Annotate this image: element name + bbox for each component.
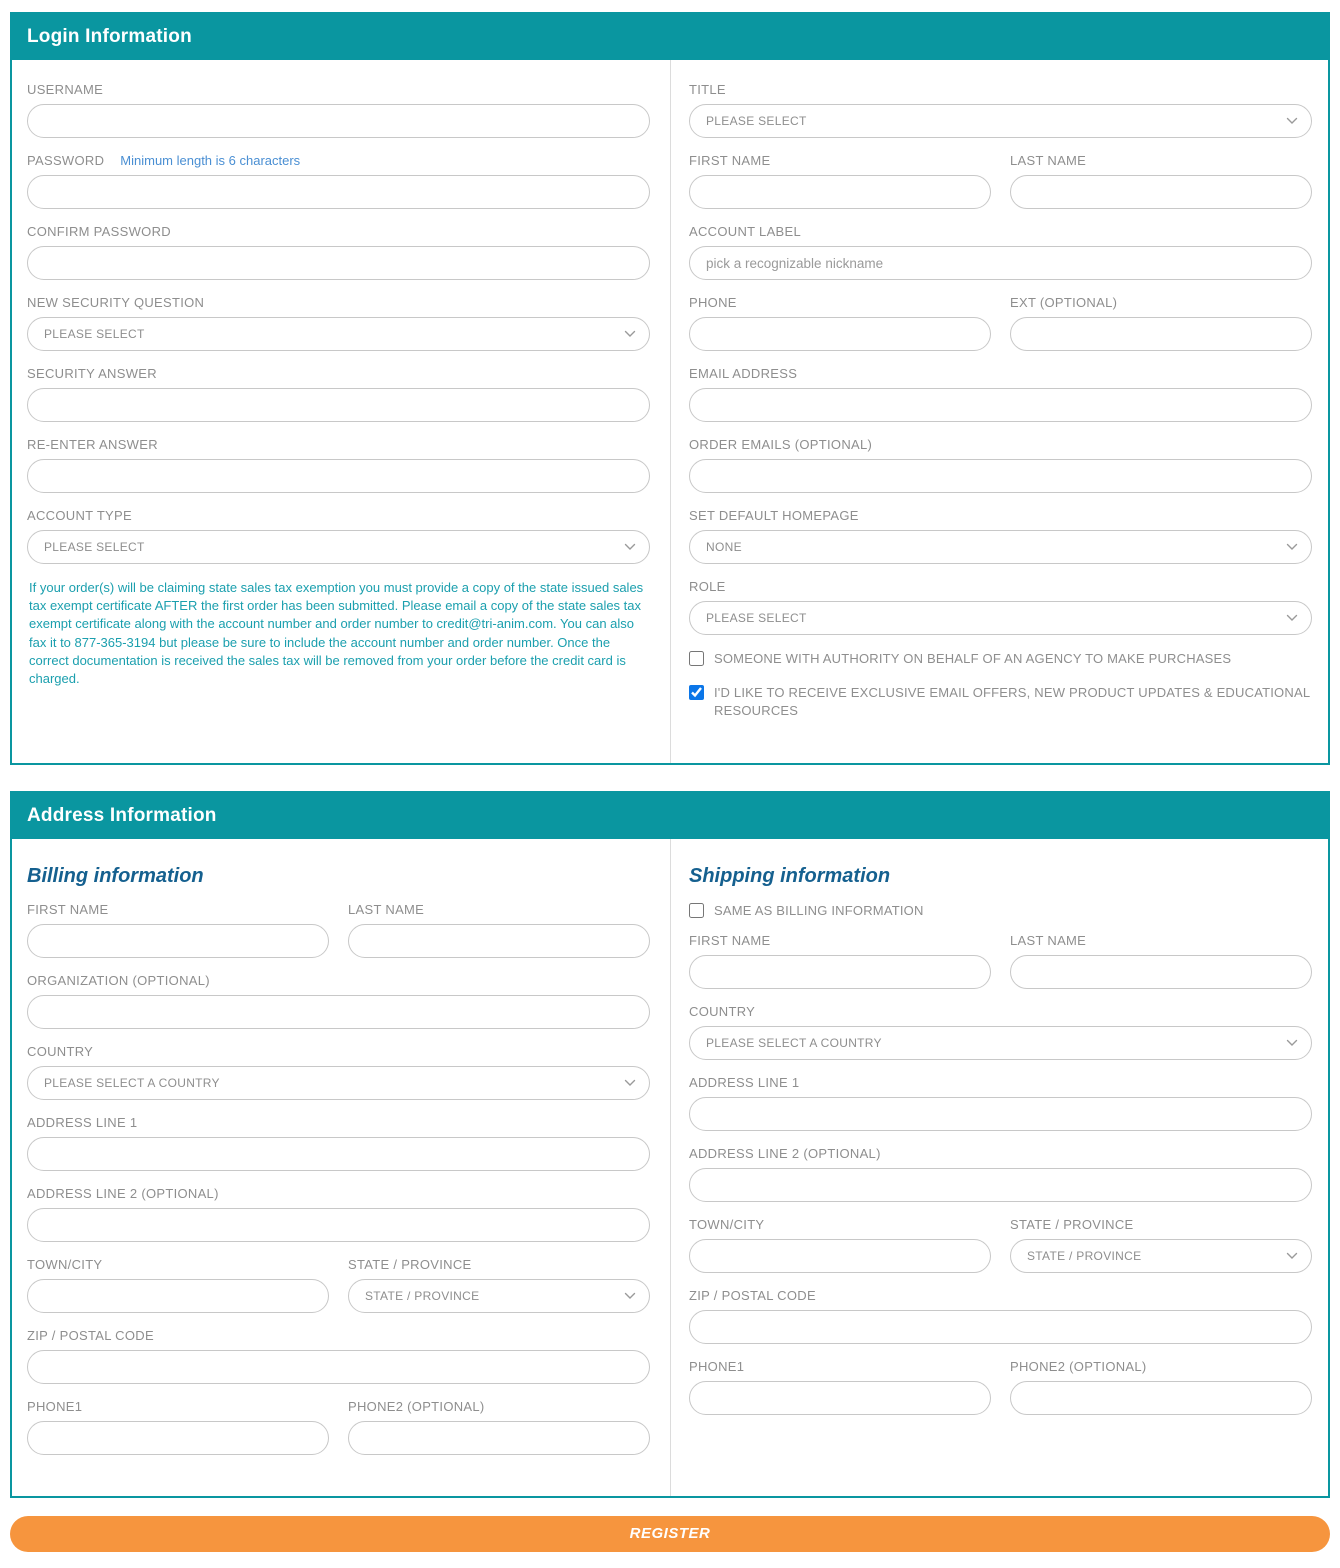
offers-checkbox-row <box>689 684 1312 720</box>
shipping-last-name-label: LAST NAME <box>1010 932 1087 948</box>
authority-checkbox-label: SOMEONE WITH AUTHORITY ON BEHALF OF AN AGENCY TO MAKE PURCHASES <box>714 651 1232 666</box>
billing-phone1-field-group <box>27 1399 329 1455</box>
security-answer-label: SECURITY ANSWER <box>27 366 157 381</box>
security-question-select-wrap <box>27 317 650 351</box>
shipping-phone2-input[interactable] <box>1010 1381 1312 1415</box>
offers-checkbox[interactable] <box>689 685 704 700</box>
first-name-field-group <box>689 153 991 209</box>
ext-label: EXT (OPTIONAL) <box>1010 295 1118 310</box>
order-emails-field-group <box>689 437 1312 493</box>
shipping-phone1-field-group <box>689 1359 991 1415</box>
confirm-password-field-group <box>27 224 650 280</box>
authority-checkbox[interactable] <box>689 651 704 666</box>
shipping-zip-label: ZIP / POSTAL CODE <box>689 1287 816 1303</box>
billing-phone1-input[interactable] <box>27 1421 329 1455</box>
account-label-input[interactable] <box>689 246 1312 280</box>
login-section-header <box>12 14 1328 60</box>
billing-organization-input[interactable] <box>27 995 650 1029</box>
same-as-billing-checkbox[interactable] <box>689 903 704 918</box>
shipping-state-select[interactable] <box>1010 1239 1312 1273</box>
confirm-password-input[interactable] <box>27 246 650 280</box>
register-button[interactable]: REGISTER <box>10 1516 1330 1552</box>
phone-label: PHONE <box>689 295 737 310</box>
username-field-group <box>27 82 650 138</box>
shipping-first-name-input[interactable] <box>689 955 991 989</box>
security-answer-field-group <box>27 366 650 422</box>
order-emails-label: ORDER EMAILS (OPTIONAL) <box>689 437 873 452</box>
account-type-field-group <box>27 508 650 564</box>
account-type-label: ACCOUNT TYPE <box>27 508 132 523</box>
phone-input[interactable] <box>689 317 991 351</box>
billing-town-state-row <box>27 1257 650 1328</box>
first-name-input[interactable] <box>689 175 991 209</box>
security-question-label: NEW SECURITY QUESTION <box>27 295 205 310</box>
phone-ext-row <box>689 295 1312 366</box>
name-row <box>689 153 1312 224</box>
last-name-field-group <box>1010 153 1312 209</box>
billing-zip-label: ZIP / POSTAL CODE <box>27 1327 154 1343</box>
login-section-title: Login Information <box>27 26 192 47</box>
authority-checkbox-row <box>689 650 1312 668</box>
billing-organization-label: ORGANIZATION (OPTIONAL) <box>27 972 210 988</box>
account-label-label: ACCOUNT LABEL <box>689 224 802 239</box>
billing-organization-field-group <box>27 973 650 1029</box>
shipping-town-field-group <box>689 1217 991 1273</box>
billing-first-name-input[interactable] <box>27 924 329 958</box>
address-section <box>10 791 1330 1498</box>
login-columns <box>12 60 1328 763</box>
shipping-town-input[interactable] <box>689 1239 991 1273</box>
reenter-answer-field-group <box>27 437 650 493</box>
reenter-answer-input[interactable] <box>27 459 650 493</box>
billing-country-select-wrap <box>27 1066 650 1100</box>
address-columns <box>12 839 1328 1496</box>
shipping-name-row <box>689 933 1312 1004</box>
billing-address1-field-group <box>27 1115 650 1171</box>
shipping-country-select[interactable] <box>689 1026 1312 1060</box>
last-name-label: LAST NAME <box>1010 153 1087 168</box>
shipping-country-select-wrap <box>689 1026 1312 1060</box>
billing-town-label: TOWN/CITY <box>27 1256 103 1272</box>
billing-heading: Billing information <box>27 864 204 887</box>
billing-first-name-field-group <box>27 902 329 958</box>
account-label-field-group <box>689 224 1312 280</box>
shipping-zip-field-group <box>689 1288 1312 1344</box>
email-input[interactable] <box>689 388 1312 422</box>
billing-address2-input[interactable] <box>27 1208 650 1242</box>
email-label: EMAIL ADDRESS <box>689 366 798 381</box>
shipping-phone1-label: PHONE1 <box>689 1358 745 1374</box>
security-question-select[interactable] <box>27 317 650 351</box>
billing-phone2-label: PHONE2 (OPTIONAL) <box>348 1398 485 1414</box>
homepage-field-group <box>689 508 1312 564</box>
billing-state-select[interactable] <box>348 1279 650 1313</box>
billing-last-name-input[interactable] <box>348 924 650 958</box>
homepage-select-wrap <box>689 530 1312 564</box>
shipping-country-field-group <box>689 1004 1312 1060</box>
password-label-row <box>27 153 650 168</box>
password-input[interactable] <box>27 175 650 209</box>
role-select[interactable] <box>689 601 1312 635</box>
shipping-phone2-label: PHONE2 (OPTIONAL) <box>1010 1358 1147 1374</box>
homepage-select[interactable] <box>689 530 1312 564</box>
billing-phones-row <box>27 1399 650 1470</box>
shipping-address2-input[interactable] <box>689 1168 1312 1202</box>
billing-zip-field-group <box>27 1328 650 1384</box>
billing-state-field-group <box>348 1257 650 1313</box>
shipping-state-field-group <box>1010 1217 1312 1273</box>
first-name-label: FIRST NAME <box>689 153 771 168</box>
sales-tax-note: If your order(s) will be claiming state sales tax exemption you must provide a copy of the state issued sales tax exempt certificate AFTER the first order has been submitted. Please email a copy of the state sales tax exempt certificate along with the account number and order number to credit@tri-anim.com. You can also fax it to 877-365-3194 but please be sure to include the account number and order number. Once the correct documentation is received the sales tax will be removed from your order before the credit card is charged. <box>29 580 644 686</box>
billing-last-name-field-group <box>348 902 650 958</box>
shipping-phone2-field-group <box>1010 1359 1312 1415</box>
billing-column <box>12 839 670 1496</box>
offers-checkbox-label: I'D LIKE TO RECEIVE EXCLUSIVE EMAIL OFFERS, NEW PRODUCT UPDATES & EDUCATIONAL RESOURCES <box>714 685 1310 719</box>
billing-zip-input[interactable] <box>27 1350 650 1384</box>
billing-address1-input[interactable] <box>27 1137 650 1171</box>
password-hint: Minimum length is 6 characters <box>120 153 301 168</box>
phone-field-group <box>689 295 991 351</box>
shipping-first-name-label: FIRST NAME <box>689 932 771 948</box>
ext-field-group <box>1010 295 1312 351</box>
title-select[interactable] <box>689 104 1312 138</box>
billing-country-field-group <box>27 1044 650 1100</box>
role-select-wrap <box>689 601 1312 635</box>
billing-last-name-label: LAST NAME <box>348 901 425 917</box>
reenter-answer-label: RE-ENTER ANSWER <box>27 437 158 452</box>
last-name-input[interactable] <box>1010 175 1312 209</box>
shipping-address2-field-group <box>689 1146 1312 1202</box>
username-label: USERNAME <box>27 82 104 97</box>
ext-input[interactable] <box>1010 317 1312 351</box>
password-field-group <box>27 153 650 209</box>
title-label: TITLE <box>689 82 726 97</box>
billing-town-input[interactable] <box>27 1279 329 1313</box>
address-section-title: Address Information <box>27 804 217 826</box>
billing-country-select[interactable] <box>27 1066 650 1100</box>
title-field-group <box>689 82 1312 138</box>
billing-phone2-field-group <box>348 1399 650 1455</box>
shipping-last-name-field-group <box>1010 933 1312 989</box>
billing-address1-label: ADDRESS LINE 1 <box>27 1114 138 1130</box>
shipping-heading: Shipping information <box>689 864 891 887</box>
shipping-phone1-input[interactable] <box>689 1381 991 1415</box>
username-input[interactable] <box>27 104 650 138</box>
shipping-address2-label: ADDRESS LINE 2 (OPTIONAL) <box>689 1145 881 1161</box>
confirm-password-label: CONFIRM PASSWORD <box>27 224 171 239</box>
shipping-country-label: COUNTRY <box>689 1003 756 1019</box>
account-type-select[interactable] <box>27 530 650 564</box>
shipping-town-state-row <box>689 1217 1312 1288</box>
shipping-address1-field-group <box>689 1075 1312 1131</box>
billing-state-label: STATE / PROVINCE <box>348 1256 472 1272</box>
login-right-column <box>670 60 1328 763</box>
shipping-first-name-field-group <box>689 933 991 989</box>
email-field-group <box>689 366 1312 422</box>
title-select-wrap <box>689 104 1312 138</box>
shipping-last-name-input[interactable] <box>1010 955 1312 989</box>
shipping-column <box>670 839 1328 1496</box>
role-field-group <box>689 579 1312 635</box>
security-answer-input[interactable] <box>27 388 650 422</box>
security-question-field-group <box>27 295 650 351</box>
password-label: PASSWORD <box>27 153 105 168</box>
shipping-state-select-wrap <box>1010 1239 1312 1273</box>
shipping-state-label: STATE / PROVINCE <box>1010 1216 1134 1232</box>
homepage-label: SET DEFAULT HOMEPAGE <box>689 508 859 523</box>
login-left-column <box>12 60 670 763</box>
shipping-town-label: TOWN/CITY <box>689 1216 765 1232</box>
billing-phone1-label: PHONE1 <box>27 1398 83 1414</box>
address-section-header <box>12 793 1328 839</box>
billing-country-label: COUNTRY <box>27 1043 94 1059</box>
billing-address2-field-group <box>27 1186 650 1242</box>
account-type-select-wrap <box>27 530 650 564</box>
shipping-address1-input[interactable] <box>689 1097 1312 1131</box>
same-as-billing-checkbox-row <box>689 902 1312 920</box>
billing-town-field-group <box>27 1257 329 1313</box>
billing-first-name-label: FIRST NAME <box>27 901 109 917</box>
billing-name-row <box>27 902 650 973</box>
billing-state-select-wrap <box>348 1279 650 1313</box>
billing-phone2-input[interactable] <box>348 1421 650 1455</box>
shipping-address1-label: ADDRESS LINE 1 <box>689 1074 800 1090</box>
shipping-phones-row <box>689 1359 1312 1430</box>
login-section <box>10 12 1330 765</box>
shipping-zip-input[interactable] <box>689 1310 1312 1344</box>
order-emails-input[interactable] <box>689 459 1312 493</box>
role-label: ROLE <box>689 579 726 594</box>
same-as-billing-checkbox-label: SAME AS BILLING INFORMATION <box>714 902 924 918</box>
billing-address2-label: ADDRESS LINE 2 (OPTIONAL) <box>27 1185 219 1201</box>
